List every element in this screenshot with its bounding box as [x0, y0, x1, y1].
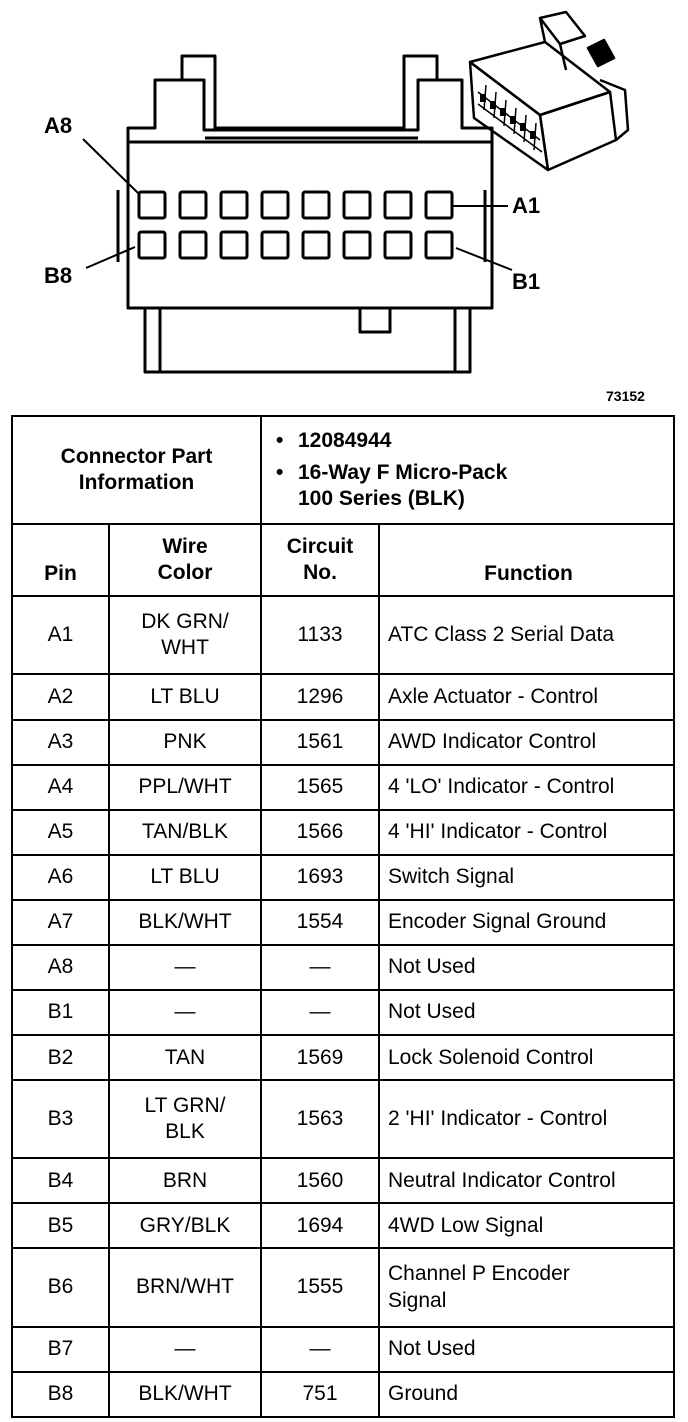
wire-color-cell: TAN: [109, 1035, 261, 1080]
pin-cell: A1: [12, 596, 109, 674]
table-row: [12, 990, 674, 1035]
header-pin: Pin: [12, 524, 109, 596]
table-row: [12, 945, 674, 990]
function-cell: Neutral Indicator Control: [379, 1158, 674, 1203]
function-cell: Not Used: [379, 1327, 674, 1372]
pin-cavity: [139, 192, 165, 218]
table-row: [12, 596, 674, 674]
pin-cavity: [385, 192, 411, 218]
label-b8: B8: [44, 263, 73, 288]
circuit-cell: 751: [261, 1372, 379, 1417]
pin-cell: B5: [12, 1203, 109, 1248]
pin-cavity: [385, 232, 411, 258]
circuit-cell: 1565: [261, 765, 379, 810]
wire-color-cell: BLK/WHT: [109, 900, 261, 945]
pin-cell: B8: [12, 1372, 109, 1417]
pin-cavity: [221, 232, 247, 258]
function-cell: ATC Class 2 Serial Data: [379, 596, 674, 674]
function-cell: Not Used: [379, 945, 674, 990]
function-cell: 4WD Low Signal: [379, 1203, 674, 1248]
header-wire-color: Wire Color: [109, 524, 261, 596]
table-row: [12, 900, 674, 945]
connector-info-details: • 12084944 • 16-Way F Micro-Pack 100 Series (BLK): [261, 416, 674, 524]
wire-color-cell: GRY/BLK: [109, 1203, 261, 1248]
circuit-cell: 1694: [261, 1203, 379, 1248]
pin-cell: A2: [12, 674, 109, 719]
connector-3d-thumbnail: [470, 12, 628, 170]
circuit-cell: 1563: [261, 1080, 379, 1158]
wire-color-cell: LT BLU: [109, 674, 261, 719]
function-cell: Not Used: [379, 990, 674, 1035]
pin-cell: B1: [12, 990, 109, 1035]
function-cell: 4 'HI' Indicator - Control: [379, 810, 674, 855]
pin-cavity: [180, 232, 206, 258]
pin-cavity: [262, 232, 288, 258]
pin-cell: A4: [12, 765, 109, 810]
circuit-cell: —: [261, 945, 379, 990]
pin-cavity: [344, 192, 370, 218]
table-row: [12, 765, 674, 810]
function-cell: Encoder Signal Ground: [379, 900, 674, 945]
wire-color-cell: BRN/WHT: [109, 1248, 261, 1326]
wire-color-cell: BRN: [109, 1158, 261, 1203]
circuit-cell: 1133: [261, 596, 379, 674]
table-row: [12, 674, 674, 719]
pin-cavity: [344, 232, 370, 258]
pin-cell: A3: [12, 720, 109, 765]
wire-color-cell: —: [109, 945, 261, 990]
pin-cavity: [426, 232, 452, 258]
label-a8: A8: [44, 113, 73, 138]
pin-cell: A7: [12, 900, 109, 945]
connector-skirt-outline: [145, 308, 470, 372]
column-header-row: [12, 524, 674, 596]
function-cell: 2 'HI' Indicator - Control: [379, 1080, 674, 1158]
wire-color-cell: PNK: [109, 720, 261, 765]
header-function: Function: [379, 524, 674, 596]
header-circuit-no: Circuit No.: [261, 524, 379, 596]
label-b1: B1: [512, 269, 541, 294]
label-a1: A1: [512, 193, 541, 218]
connector-pinout-table: [11, 415, 675, 1418]
wire-color-cell: —: [109, 990, 261, 1035]
circuit-cell: 1554: [261, 900, 379, 945]
pin-cell: A5: [12, 810, 109, 855]
function-cell: Ground: [379, 1372, 674, 1417]
table-row: [12, 720, 674, 765]
function-cell: AWD Indicator Control: [379, 720, 674, 765]
table-row: [12, 855, 674, 900]
pin-cavity: [139, 232, 165, 258]
circuit-cell: 1561: [261, 720, 379, 765]
connector-diagram: [0, 0, 688, 410]
circuit-cell: 1693: [261, 855, 379, 900]
pin-cavities: [139, 192, 452, 258]
circuit-cell: 1569: [261, 1035, 379, 1080]
table-row: [12, 1327, 674, 1372]
pin-cavity: [221, 192, 247, 218]
pin-cell: A6: [12, 855, 109, 900]
pin-cell: B7: [12, 1327, 109, 1372]
table-row: [12, 1372, 674, 1417]
circuit-cell: 1566: [261, 810, 379, 855]
connector-description: • 16-Way F Micro-Pack: [298, 460, 669, 486]
function-cell: 4 'LO' Indicator - Control: [379, 765, 674, 810]
part-number: • 12084944: [298, 428, 669, 454]
table-row: [12, 1080, 674, 1158]
table-row: [12, 1035, 674, 1080]
pin-cavity: [303, 192, 329, 218]
table-row: [12, 1248, 674, 1326]
wire-color-cell: DK GRN/ WHT: [109, 596, 261, 674]
pin-cell: B3: [12, 1080, 109, 1158]
pin-cavity: [180, 192, 206, 218]
function-cell: Lock Solenoid Control: [379, 1035, 674, 1080]
function-cell: Channel P Encoder Signal: [379, 1248, 674, 1326]
pin-cell: B2: [12, 1035, 109, 1080]
pin-cell: A8: [12, 945, 109, 990]
circuit-cell: —: [261, 1327, 379, 1372]
pin-cavity: [303, 232, 329, 258]
wire-color-cell: LT BLU: [109, 855, 261, 900]
wire-color-cell: LT GRN/ BLK: [109, 1080, 261, 1158]
circuit-cell: 1560: [261, 1158, 379, 1203]
circuit-cell: 1555: [261, 1248, 379, 1326]
table-row: [12, 1203, 674, 1248]
pin-cavity: [426, 192, 452, 218]
wire-color-cell: TAN/BLK: [109, 810, 261, 855]
circuit-cell: 1296: [261, 674, 379, 719]
pin-cavity: [262, 192, 288, 218]
table-row: [12, 810, 674, 855]
wire-color-cell: BLK/WHT: [109, 1372, 261, 1417]
wire-color-cell: —: [109, 1327, 261, 1372]
wire-color-cell: PPL/WHT: [109, 765, 261, 810]
connector-info-title: Connector Part Information: [12, 416, 261, 524]
pin-cell: B4: [12, 1158, 109, 1203]
leader-a8: [83, 139, 138, 193]
circuit-cell: —: [261, 990, 379, 1035]
connector-housing-outline: [128, 56, 492, 308]
figure-number: 73152: [606, 388, 645, 404]
connector-latch-outline: [182, 80, 437, 130]
connector-info-row: [12, 416, 674, 524]
pin-cell: B6: [12, 1248, 109, 1326]
function-cell: Axle Actuator - Control: [379, 674, 674, 719]
function-cell: Switch Signal: [379, 855, 674, 900]
table-row: [12, 1158, 674, 1203]
